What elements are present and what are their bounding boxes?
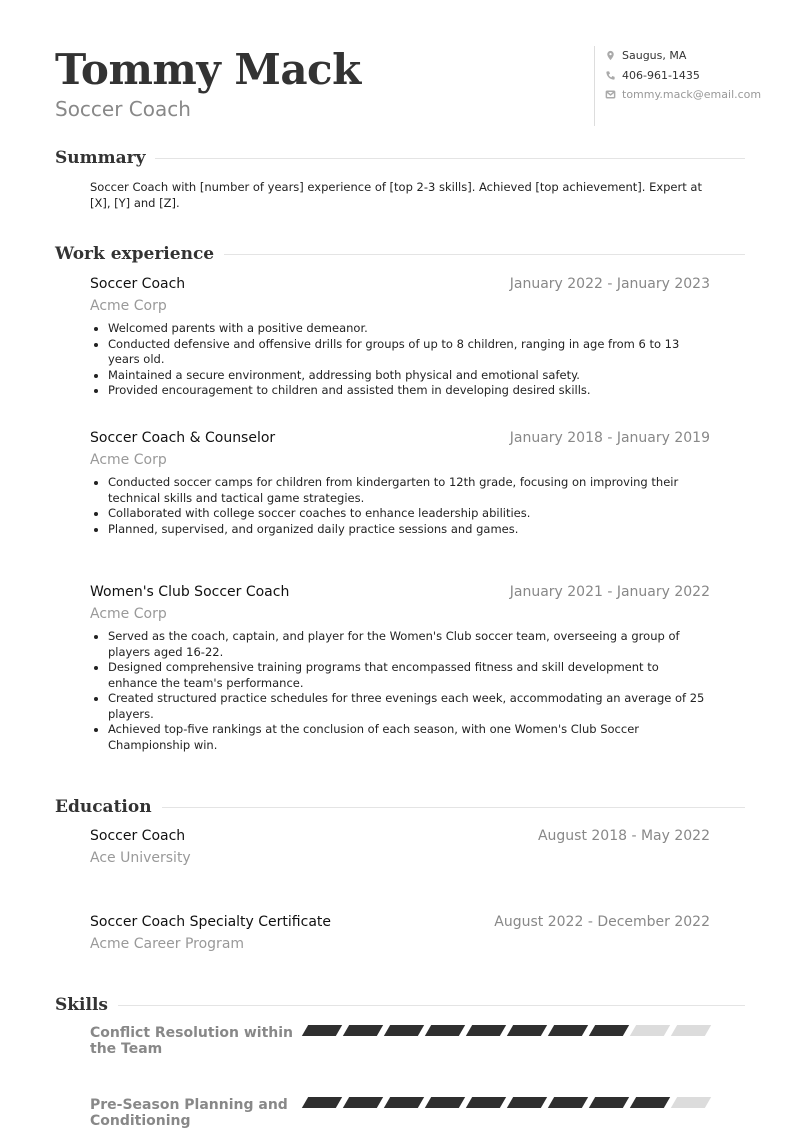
education-date: August 2022 - December 2022 [494, 914, 710, 930]
location-pin-icon [605, 50, 616, 61]
contact-location [605, 46, 761, 66]
skill-row [90, 1097, 715, 1128]
bullet-item: • Conducted soccer camps for children from kindergarten to 12th grade, focusing on improving their technical skills and tactical game strategies. [108, 475, 710, 506]
skill-segment-filled [384, 1097, 424, 1108]
summary-text: Soccer Coach with [number of years] experience of [top 2-3 skills]. Achieved [top achievement]. Expert at [X], [Y] and [Z]. [90, 180, 702, 210]
job-entry [90, 276, 710, 399]
education-date: August 2018 - May 2022 [537, 828, 710, 844]
work-experience-section [55, 242, 745, 266]
job-title: Women's Club Soccer Coach [90, 584, 290, 600]
phone-text: 406-961-1435 [622, 68, 700, 82]
skills-section [55, 993, 745, 1017]
skill-name: Pre-Season Planning and Conditioning [90, 1097, 288, 1128]
candidate-name: Tommy Mack [55, 45, 361, 94]
skill-level-bar [305, 1097, 715, 1128]
summary-heading: Summary [55, 148, 146, 168]
skill-name: Conflict Resolution within the Team [90, 1025, 293, 1057]
skill-segment-filled [384, 1025, 424, 1036]
section-divider [118, 1005, 745, 1006]
education-section [55, 795, 745, 819]
degree-title: Soccer Coach Specialty Certificate [90, 914, 331, 930]
skill-segment-filled [343, 1025, 383, 1036]
education-entry [90, 828, 710, 866]
resume-header [55, 44, 762, 134]
school-name: Acme Career Program [90, 936, 245, 952]
skill-level-bar [305, 1025, 715, 1057]
job-company: Acme Corp [90, 452, 167, 468]
education-entry [90, 914, 710, 952]
skill-segment-filled [630, 1097, 670, 1108]
bullet-item: • Provided encouragement to children and assisted them in developing desired skills. [108, 383, 710, 399]
location-text: Saugus, MA [622, 49, 687, 63]
skill-segment-filled [589, 1097, 629, 1108]
skill-segment-filled [466, 1097, 506, 1108]
job-company: Acme Corp [90, 298, 167, 314]
contact-phone [605, 66, 761, 86]
bullet-item: • Designed comprehensive training programs that encompassed fitness and skill development to enhance the team's performance. [108, 660, 710, 691]
section-divider [155, 158, 745, 159]
skill-segment-filled [343, 1097, 383, 1108]
job-bullets [90, 629, 710, 753]
bullet-item: • Conducted defensive and offensive drills for groups of up to 8 children, ranging in age from 6 to 13 years old. [108, 337, 710, 368]
section-divider [162, 807, 745, 808]
skills-heading: Skills [55, 995, 109, 1015]
job-title: Soccer Coach [90, 276, 186, 292]
job-date: January 2018 - January 2019 [509, 430, 710, 446]
bullet-item: • Served as the coach, captain, and player for the Women's Club soccer team, overseeing a group of players aged 16-22. [108, 629, 710, 660]
email-link[interactable]: tommy.mack@email.com [622, 88, 762, 102]
degree-title: Soccer Coach [90, 828, 186, 844]
bullet-item: • Achieved top-five rankings at the conclusion of each season, with one Women's Club Soccer Championship win. [108, 722, 710, 753]
job-entry [90, 584, 710, 753]
job-entry [90, 430, 710, 537]
bullet-item: • Created structured practice schedules for three evenings each week, accommodating an average of 25 players. [108, 691, 710, 722]
skill-segment-filled [548, 1025, 588, 1036]
envelope-icon [605, 89, 616, 100]
contact-info [594, 46, 761, 126]
job-date: January 2022 - January 2023 [509, 276, 710, 292]
job-title: Soccer Coach & Counselor [90, 430, 276, 446]
education-heading: Education [55, 797, 152, 817]
skill-segment-filled [425, 1025, 465, 1036]
skill-segment-filled [507, 1025, 547, 1036]
candidate-role: Soccer Coach [55, 97, 191, 121]
school-name: Ace University [90, 850, 191, 866]
section-divider [224, 254, 745, 255]
skill-segment-filled [548, 1097, 588, 1108]
skill-segment-filled [302, 1097, 342, 1108]
skill-segment-empty [630, 1025, 670, 1036]
skill-row [90, 1025, 715, 1057]
skill-segment-filled [425, 1097, 465, 1108]
phone-icon [605, 70, 616, 81]
skill-segment-filled [507, 1097, 547, 1108]
contact-email[interactable] [605, 85, 761, 105]
work-experience-heading: Work experience [55, 244, 215, 264]
bullet-item: • Planned, supervised, and organized daily practice sessions and games. [108, 522, 710, 538]
skill-segment-empty [671, 1025, 711, 1036]
skill-segment-empty [671, 1097, 711, 1108]
bullet-item: • Welcomed parents with a positive demeanor. [108, 321, 710, 337]
job-bullets [90, 321, 710, 399]
job-company: Acme Corp [90, 606, 167, 622]
job-date: January 2021 - January 2022 [509, 584, 710, 600]
skill-segment-filled [302, 1025, 342, 1036]
skill-segment-filled [589, 1025, 629, 1036]
bullet-item: • Maintained a secure environment, addressing both physical and emotional safety. [108, 368, 710, 384]
summary-section [55, 146, 745, 211]
job-bullets [90, 475, 710, 537]
bullet-item: • Collaborated with college soccer coaches to enhance leadership abilities. [108, 506, 710, 522]
skill-segment-filled [466, 1025, 506, 1036]
